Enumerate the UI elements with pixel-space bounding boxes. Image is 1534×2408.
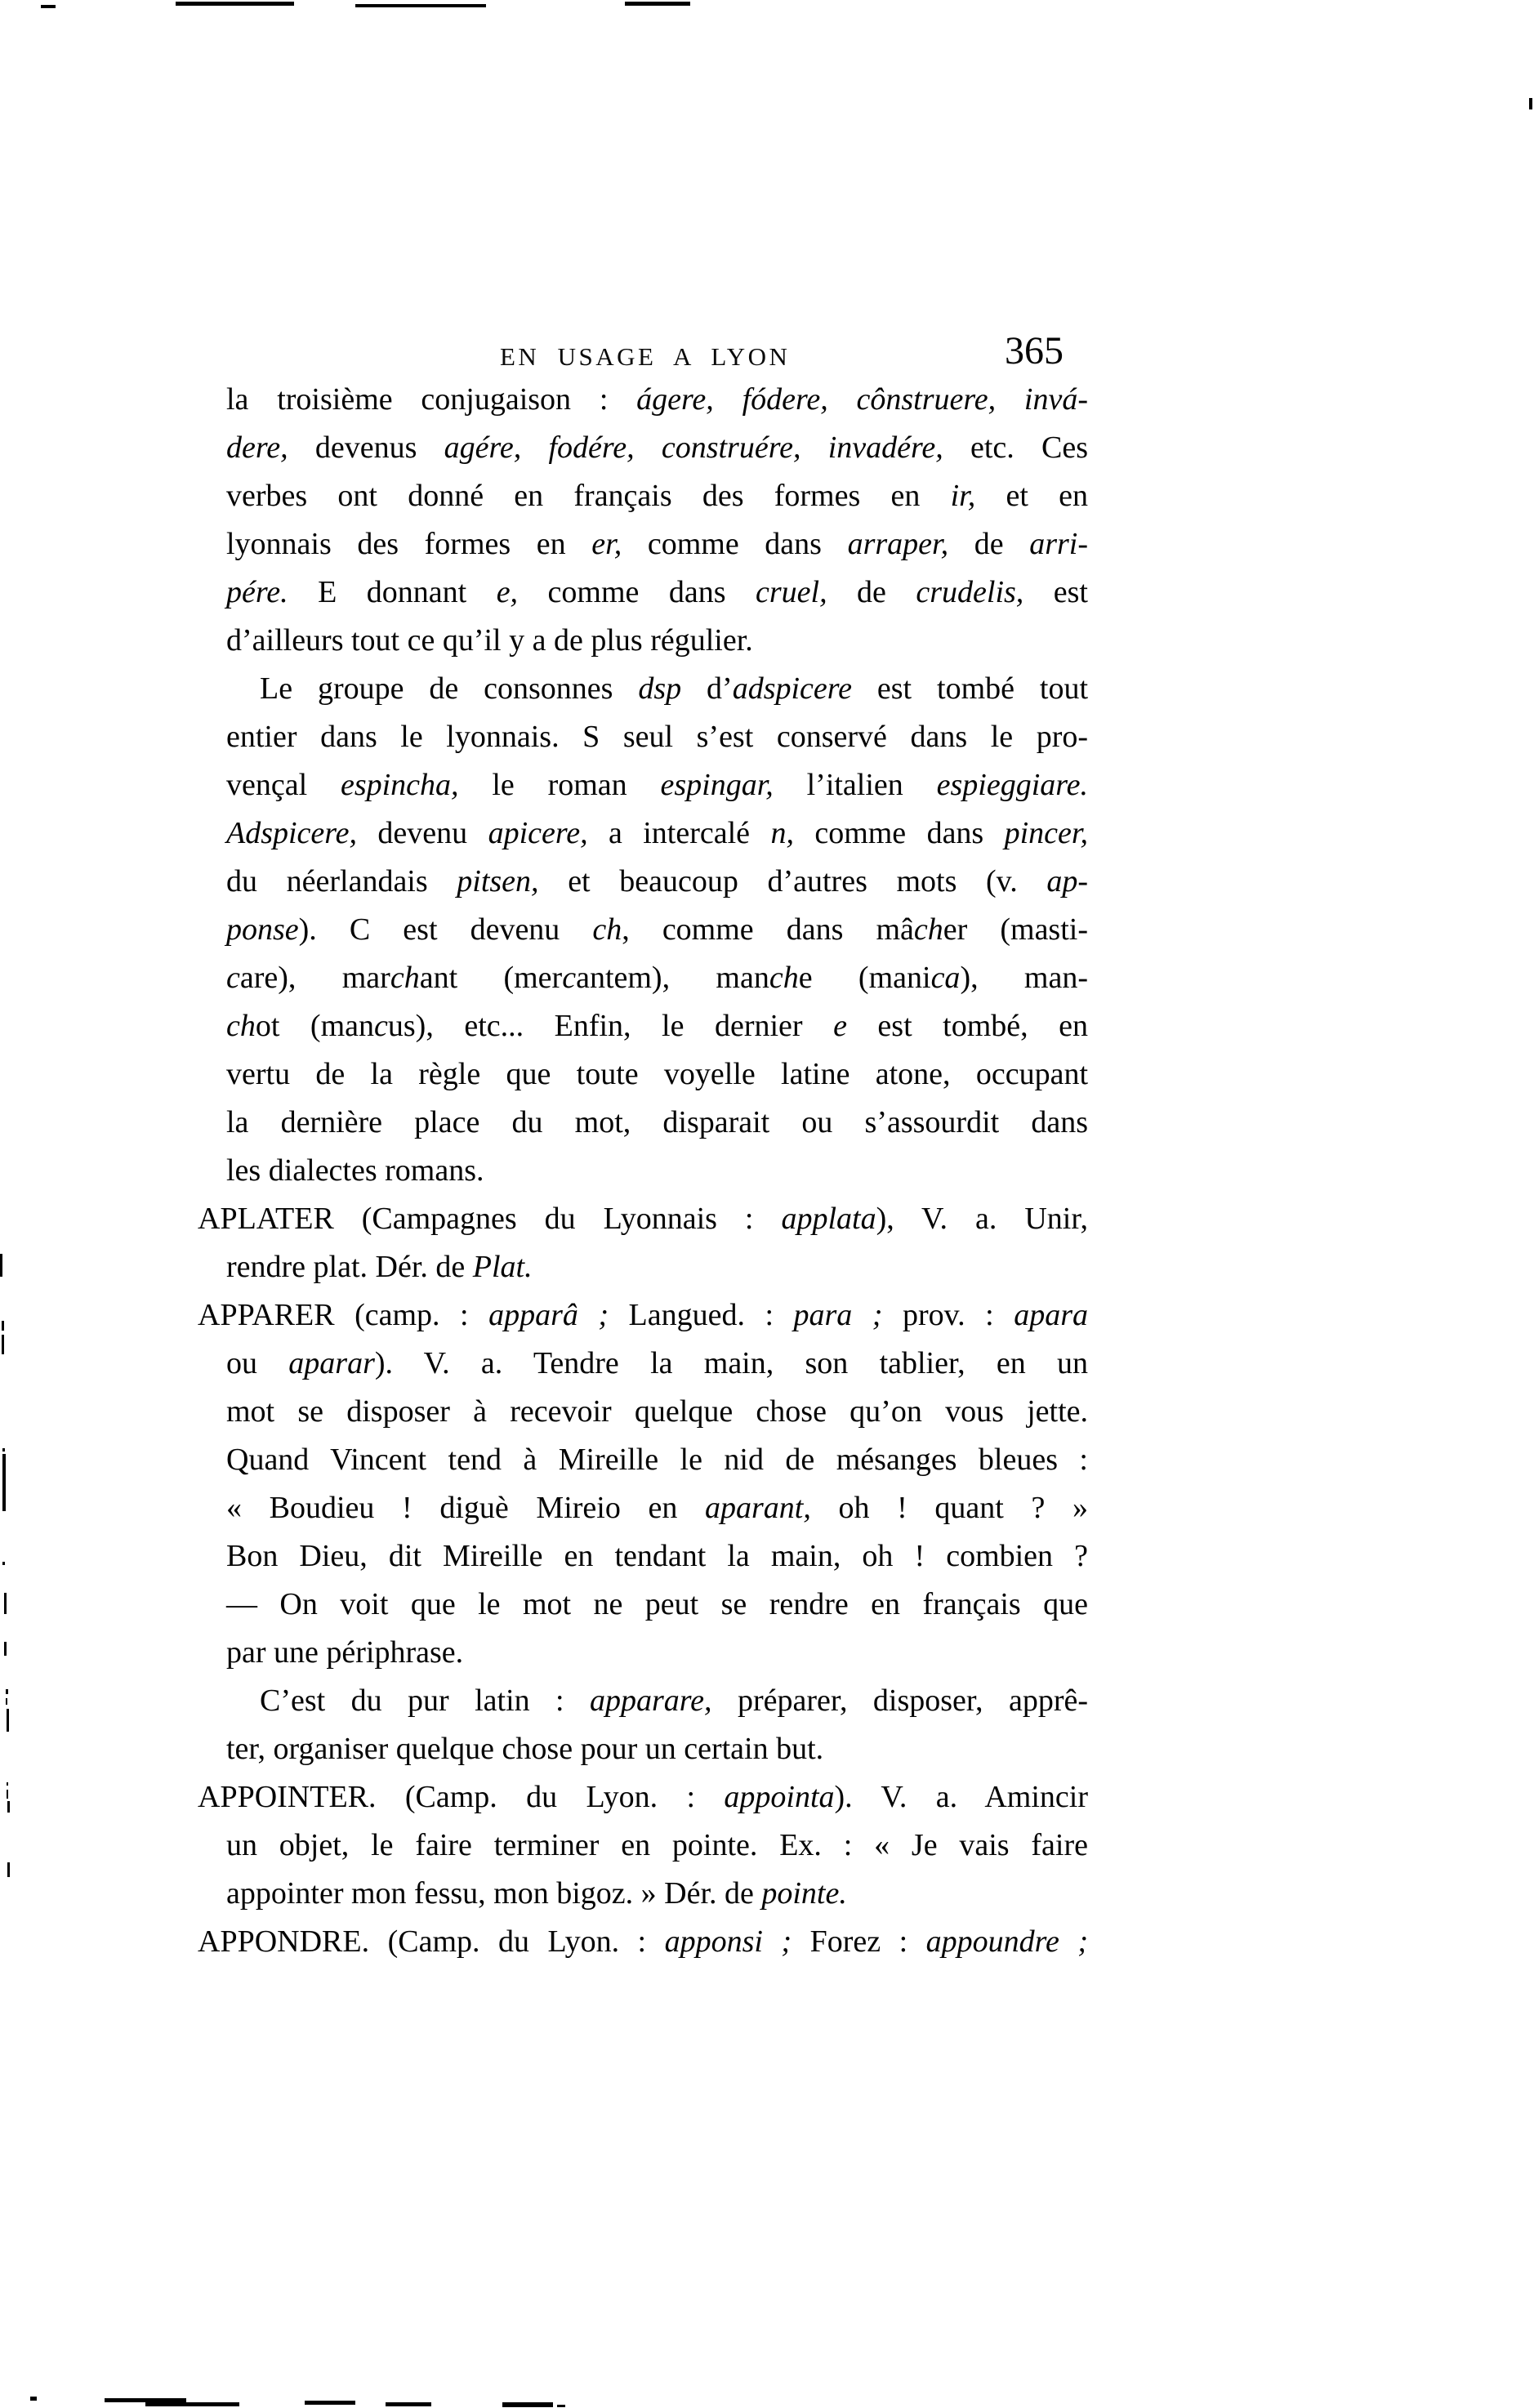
text-line: « Boudieu ! diguè Mireio en aparant, oh ! quant ? »	[226, 1491, 1088, 1525]
text-line: d’ailleurs tout ce qu’il y a de plus régulier.	[226, 623, 753, 658]
text-line: appointer mon fessu, mon bigoz. » Dér. de pointe.	[226, 1876, 847, 1911]
text-line: — On voit que le mot ne peut se rendre en français que	[226, 1587, 1088, 1621]
text-line: care), marchant (mercantem), manche (manica), man-	[226, 961, 1089, 995]
text-line: Bon Dieu, dit Mireille en tendant la main, oh ! combien ?	[226, 1539, 1088, 1573]
scan-artifact	[41, 5, 56, 8]
text-line: Quand Vincent tend à Mireille le nid de mésanges bleues :	[226, 1443, 1088, 1477]
text-line: ou aparar). V. a. Tendre la main, son tablier, en un	[226, 1346, 1089, 1380]
entry-headword-line: APPONDRE. (Camp. du Lyon. : apponsi ; Forez : appoundre ;	[198, 1924, 1089, 1959]
scan-artifact	[2, 1448, 5, 1451]
text-line: verbes ont donné en français des formes en ir, et en	[226, 479, 1088, 513]
text-line: ponse). C est devenu ch, comme dans mâcher (masti-	[226, 912, 1088, 947]
running-title: EN USAGE A LYON	[500, 342, 791, 371]
text-line: lyonnais des formes en er, comme dans arraper, de arri-	[226, 527, 1088, 561]
text-line: la dernière place du mot, disparait ou s’assourdit dans	[226, 1105, 1088, 1139]
text-line: rendre plat. Dér. de Plat.	[226, 1250, 533, 1284]
scan-artifact	[30, 2397, 37, 2401]
text-line: Le groupe de consonnes dsp d’adspicere est tombé tout	[260, 671, 1088, 706]
text-line: mot se disposer à recevoir quelque chose qu’on vous jette.	[226, 1394, 1088, 1429]
scan-artifact	[7, 1790, 8, 1799]
text-line: pére. E donnant e, comme dans cruel, de crudelis, est	[226, 575, 1088, 609]
text-line: Adspicere, devenu apicere, a intercalé n, comme dans pincer,	[226, 816, 1088, 850]
text-line: vertu de la règle que toute voyelle latine atone, occupant	[226, 1057, 1088, 1091]
text-line: C’est du pur latin : apparare, préparer, disposer, apprê-	[260, 1683, 1089, 1718]
text-line: la troisième conjugaison : ágere, fódere, cônstruere, invá-	[226, 382, 1088, 417]
scan-artifact	[2, 1321, 4, 1331]
text-line: ter, organiser quelque chose pour un certain but.	[226, 1732, 824, 1766]
scan-artifact	[7, 1709, 9, 1732]
text-line: un objet, le faire terminer en pointe. Ex. : « Je vais faire	[226, 1828, 1088, 1862]
scan-artifact	[502, 2402, 553, 2407]
scan-artifact	[2, 1335, 4, 1354]
entry-headword-line: APPOINTER. (Camp. du Lyon. : appointa). V. a. Amincir	[198, 1780, 1088, 1814]
scan-artifact	[6, 1698, 7, 1705]
text-line: entier dans le lyonnais. S seul s’est conservé dans le pro-	[226, 720, 1088, 754]
scan-artifact	[7, 1782, 8, 1786]
text-line: chot (mancus), etc... Enfin, le dernier e est tombé, en	[226, 1009, 1088, 1043]
scan-artifact	[176, 2, 294, 6]
scan-artifact	[4, 1593, 7, 1614]
page-number: 365	[1005, 329, 1064, 372]
entry-headword-line: APLATER (Campagnes du Lyonnais : applata), V. a. Unir,	[198, 1202, 1088, 1236]
text-block	[198, 376, 1088, 1966]
scan-artifact	[625, 2, 690, 6]
entry-headword-line: APPARER (camp. : apparâ ; Langued. : para ; prov. : apara	[198, 1298, 1088, 1332]
scan-artifact	[557, 2405, 565, 2407]
text-line: du néerlandais pitsen, et beaucoup d’autres mots (v. ap-	[226, 864, 1088, 899]
scan-artifact	[6, 1689, 8, 1694]
scan-artifact	[355, 4, 486, 7]
scan-artifact	[4, 1642, 7, 1656]
scan-artifact	[0, 1254, 2, 1277]
scan-artifact	[7, 1801, 10, 1813]
scan-artifact	[1529, 98, 1532, 109]
text-line: les dialectes romans.	[226, 1153, 484, 1188]
scan-artifact	[2, 1454, 6, 1511]
scan-artifact	[386, 2402, 431, 2406]
scan-artifact	[2, 1562, 5, 1565]
scan-artifact	[7, 1862, 10, 1877]
text-line: dere, devenus agére, fodére, construére, invadére, etc. Ces	[226, 430, 1088, 465]
text-line: par une périphrase.	[226, 1635, 464, 1670]
text-line: vençal espincha, le roman espingar, l’italien espieggiare.	[226, 768, 1088, 802]
scan-artifact	[305, 2401, 355, 2405]
scan-artifact	[145, 2402, 239, 2406]
